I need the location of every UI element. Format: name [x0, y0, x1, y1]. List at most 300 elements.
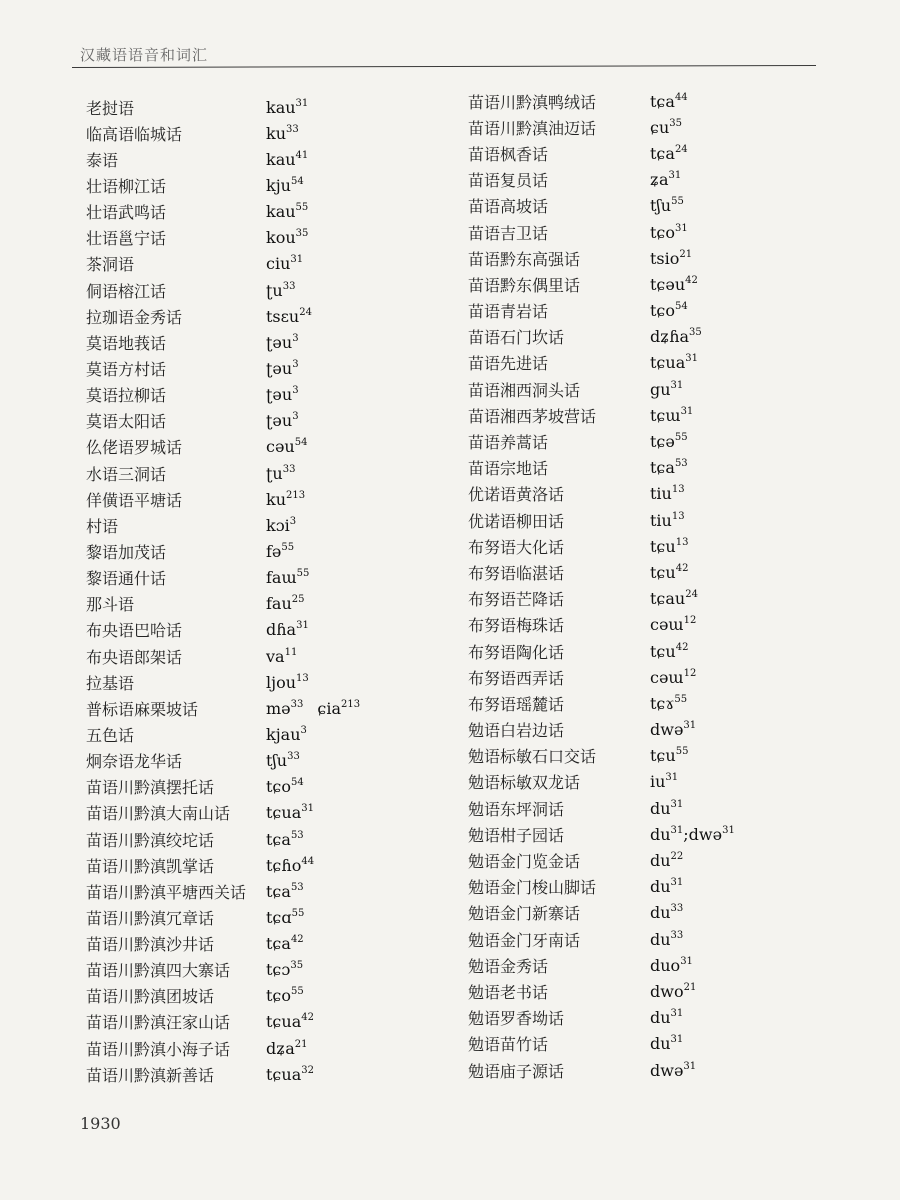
entry-row: [468, 219, 735, 245]
phonetic-form: [650, 563, 688, 582]
tone-number: 22: [670, 851, 684, 863]
form-text: ʈəu: [266, 358, 293, 378]
phonetic-form: [266, 1039, 307, 1058]
dialect-name: 苗语高坡话: [468, 197, 549, 217]
form-text: dɦa: [266, 620, 297, 640]
left-column: [86, 94, 360, 1087]
header-rule: [72, 65, 816, 68]
phonetic-form: [266, 673, 309, 692]
dialect-name: 苗语川黔滇冗章话: [86, 908, 215, 928]
tone-number: 35: [295, 228, 309, 240]
phonetic-form: [266, 542, 294, 561]
tone-number: 44: [301, 855, 315, 867]
entry-row: [468, 1005, 735, 1031]
entry-row: [468, 455, 735, 481]
tone-number: 31: [683, 1060, 697, 1072]
dialect-name: 勉语标敏石口交话: [468, 747, 597, 767]
dialect-name: 苗语宗地话: [468, 459, 549, 479]
entry-row: [468, 874, 735, 900]
phonetic-form: [266, 725, 307, 744]
form-text: gu: [650, 379, 671, 399]
form-text-alt: ;dwə: [683, 824, 723, 844]
dialect-name: 拉基语: [86, 673, 135, 693]
phonetic-form: [650, 380, 683, 399]
form-text: iu: [650, 772, 666, 792]
form-text: tʃu: [266, 751, 288, 771]
phonetic-form: [650, 432, 688, 451]
form-text: du: [650, 798, 671, 818]
entry-row: [468, 612, 735, 638]
dialect-name: 侗语榕江话: [86, 281, 167, 301]
dialect-name: 苗语枫香话: [468, 144, 549, 164]
dialect-name: 莫语地莪话: [86, 333, 167, 353]
entry-row: [468, 743, 735, 769]
phonetic-form: [266, 490, 305, 509]
tone-number: 54: [294, 437, 308, 449]
phonetic-form: [266, 830, 304, 849]
dialect-name: 勉语苗竹话: [468, 1035, 549, 1055]
phonetic-form: [650, 196, 684, 215]
phonetic-form: [266, 908, 304, 927]
dialect-name: 村语: [86, 516, 119, 536]
phonetic-form: [266, 699, 360, 718]
dialect-name: 莫语太阳话: [86, 412, 167, 432]
entry-row: [86, 957, 360, 983]
dialect-name: 苗语川黔滇凯掌话: [86, 856, 215, 876]
dialect-name: 布努语瑶麓话: [468, 694, 565, 714]
form-text: ʈəu: [266, 411, 293, 431]
phonetic-form: [650, 668, 696, 687]
tone-number: 13: [675, 536, 689, 548]
form-text: cəɯ: [650, 667, 684, 687]
entry-row: [468, 376, 735, 402]
dialect-name: 勉语金门牙南话: [468, 930, 581, 950]
phonetic-form: [266, 202, 308, 221]
form-text: tɕɤ: [650, 693, 675, 713]
phonetic-form: [266, 934, 304, 953]
form-text: dʑa: [266, 1038, 295, 1058]
dialect-name: 炯奈语龙华话: [86, 752, 183, 772]
entry-row: [468, 926, 735, 952]
tone-number: 3: [300, 724, 307, 736]
form-text: du: [650, 824, 671, 844]
phonetic-form: [650, 642, 688, 661]
entry-row: [86, 172, 360, 198]
form-text: faɯ: [266, 568, 297, 588]
entry-row: [86, 669, 360, 695]
form-text: du: [650, 851, 671, 871]
dialect-name: 勉语柑子园话: [468, 825, 565, 845]
tone-number: 31: [680, 405, 694, 417]
form-text: ʑa: [650, 170, 669, 190]
right-column: [468, 88, 735, 1083]
phonetic-form: [266, 856, 314, 875]
form-text: dwə: [650, 1060, 684, 1080]
entry-row: [86, 748, 360, 774]
tone-number: 32: [301, 1064, 314, 1076]
form-text: ɕu: [650, 117, 670, 137]
phonetic-form: [650, 511, 685, 530]
form-text: tɕɦo: [266, 855, 302, 875]
form-text-alt: ɕia: [317, 698, 341, 718]
phonetic-form: [650, 956, 693, 975]
phonetic-form: [650, 589, 698, 608]
tone-number: 53: [674, 458, 688, 470]
dialect-name: 苗语石门坎话: [468, 328, 565, 348]
form-text: du: [650, 1008, 671, 1028]
phonetic-form: [650, 406, 693, 425]
entry-row: [86, 225, 360, 251]
tone-number: 55: [674, 432, 688, 444]
entry-row: [468, 245, 735, 271]
phonetic-form: [266, 437, 307, 456]
tone-number: 55: [281, 541, 295, 553]
phonetic-form: [266, 150, 308, 169]
tone-number: 42: [290, 934, 304, 946]
tone-number: 53: [290, 829, 304, 841]
dialect-name: 莫语拉柳话: [86, 386, 167, 406]
entry-row: [86, 408, 360, 434]
entry-row: [86, 591, 360, 617]
entry-row: [86, 565, 360, 591]
dialect-name: 莫语方村话: [86, 359, 167, 379]
phonetic-form: [266, 516, 296, 535]
entry-row: [86, 303, 360, 329]
phonetic-form: [650, 772, 678, 791]
phonetic-form: [650, 799, 683, 818]
form-text: ʈəu: [266, 385, 293, 405]
phonetic-form: [650, 1034, 683, 1053]
entry-row: [468, 638, 735, 664]
entry-row: [468, 1031, 735, 1057]
form-text: tɕa: [266, 934, 291, 954]
entry-row: [468, 350, 735, 376]
entry-row: [86, 460, 360, 486]
entry-row: [468, 847, 735, 873]
tone-number: 33: [287, 751, 300, 763]
entry-row: [86, 94, 360, 120]
phonetic-form: [266, 986, 304, 1005]
entry-row: [468, 298, 735, 324]
dialect-name: 仫佬语罗城话: [86, 438, 183, 458]
tone-number: 3: [292, 358, 299, 370]
tone-number: 53: [290, 881, 304, 893]
phonetic-form: [266, 777, 304, 796]
entry-row: [468, 193, 735, 219]
form-text: tɕo: [650, 222, 676, 242]
tone-number: 41: [295, 149, 309, 161]
dialect-name: 苗语川黔滇油迈话: [468, 118, 597, 138]
form-text: fə: [266, 541, 282, 561]
tone-number: 55: [291, 986, 304, 998]
entry-row: [86, 931, 360, 957]
form-text: kau: [266, 97, 296, 117]
entry-row: [86, 774, 360, 800]
phonetic-form: [266, 98, 308, 117]
entry-row: [468, 559, 735, 585]
dialect-name: 老挝语: [86, 98, 135, 118]
tone-number: 31: [665, 772, 679, 784]
tone-number: 31: [290, 254, 304, 266]
entry-row: [86, 329, 360, 355]
entry-row: [86, 721, 360, 747]
form-text: dwo: [650, 981, 684, 1001]
phonetic-form: [650, 223, 688, 242]
tone-number: 24: [299, 306, 312, 318]
dialect-name: 普标语麻栗坡话: [86, 699, 199, 719]
form-text: tɕo: [266, 986, 292, 1006]
entry-row: [468, 664, 735, 690]
page-number: 1930: [80, 1114, 121, 1133]
tone-number: 31: [296, 620, 309, 632]
entry-row: [468, 978, 735, 1004]
dialect-name: 布努语芒降话: [468, 590, 565, 610]
entry-row: [468, 1057, 735, 1083]
tone-number: 12: [683, 615, 697, 627]
entry-row: [468, 428, 735, 454]
tone-number: 44: [674, 91, 688, 103]
dialect-name: 拉珈语金秀话: [86, 307, 183, 327]
form-text: ku: [266, 123, 286, 143]
dialect-name: 优诺语黄洛话: [468, 485, 565, 505]
phonetic-form: [266, 620, 309, 639]
tone-number: 33: [670, 903, 684, 915]
entry-row: [468, 324, 735, 350]
form-text: tɕua: [266, 1012, 302, 1032]
form-text: tiu: [650, 510, 672, 530]
tone-number: 213: [286, 489, 306, 501]
dialect-name: 苗语复员话: [468, 171, 549, 191]
tone-number: 55: [675, 746, 689, 758]
tone-number: 35: [290, 960, 304, 972]
dialect-name: 水语三洞话: [86, 464, 167, 484]
tone-number: 13: [671, 510, 685, 522]
form-text: du: [650, 903, 671, 923]
entry-row: [468, 952, 735, 978]
form-text: fau: [266, 594, 292, 614]
dialect-name: 佯僙语平塘话: [86, 490, 183, 510]
form-text: tɕua: [650, 353, 686, 373]
dialect-name: 勉语罗香坳话: [468, 1009, 565, 1029]
tone-number: 31: [675, 222, 688, 234]
entry-row: [468, 821, 735, 847]
dialect-name: 苗语川黔滇大南山话: [86, 804, 231, 824]
tone-number: 21: [679, 248, 693, 260]
entry-row: [86, 800, 360, 826]
dialect-name: 苗语川黔滇摆托话: [86, 778, 215, 798]
form-text: tɕu: [650, 746, 676, 766]
phonetic-form: [650, 144, 688, 163]
tone-number: 31: [670, 877, 684, 889]
dialect-name: 勉语金门览金话: [468, 852, 581, 872]
dialect-name: 苗语川黔滇汪家山话: [86, 1013, 231, 1033]
form-text: tɕu: [650, 641, 676, 661]
form-text: tɕəu: [650, 274, 686, 294]
dialect-name: 勉语庙子源话: [468, 1061, 565, 1081]
tone-number: 33: [286, 123, 299, 135]
entry-row: [86, 512, 360, 538]
phonetic-form: [650, 825, 735, 844]
entry-row: [86, 1061, 360, 1087]
phonetic-form: [266, 647, 297, 666]
phonetic-form: [650, 903, 683, 922]
entry-row: [86, 251, 360, 277]
entry-row: [86, 983, 360, 1009]
phonetic-form: [650, 694, 687, 713]
entry-row: [468, 140, 735, 166]
phonetic-form: [266, 176, 304, 195]
form-text: tsio: [650, 248, 680, 268]
phonetic-form: [266, 960, 303, 979]
entry-row: [86, 904, 360, 930]
form-text: mə: [266, 698, 291, 718]
entry-row: [86, 1009, 360, 1035]
dialect-name: 布努语临湛话: [468, 563, 565, 583]
entry-row: [468, 900, 735, 926]
dialect-name: 勉语金门新寨话: [468, 904, 581, 924]
phonetic-form: [266, 594, 305, 613]
dialect-name: 苗语养蒿话: [468, 433, 549, 453]
form-text: tɕa: [266, 829, 291, 849]
tone-number: 54: [291, 777, 304, 789]
phonetic-form: [266, 803, 314, 822]
tone-number-alt: 213: [341, 698, 361, 710]
tone-number: 42: [675, 562, 689, 574]
tone-number: 42: [685, 274, 698, 286]
tone-number: 33: [670, 929, 684, 941]
phonetic-form: [650, 301, 688, 320]
form-text: ʈu: [266, 280, 283, 300]
tone-number: 54: [290, 175, 304, 187]
dialect-name: 苗语川黔滇沙井话: [86, 935, 215, 955]
phonetic-form: [650, 877, 683, 896]
form-text: tɕua: [266, 803, 302, 823]
dialect-name: 五色话: [86, 725, 135, 745]
dialect-name: 苗语吉卫话: [468, 223, 549, 243]
form-text: tɕa: [650, 91, 675, 111]
entry-row: [468, 795, 735, 821]
dialect-name: 布努语陶化话: [468, 642, 565, 662]
tone-number: 55: [291, 907, 305, 919]
dialect-name: 壮语邕宁话: [86, 229, 167, 249]
phonetic-form: [650, 930, 683, 949]
tone-number: 31: [670, 1034, 684, 1046]
tone-number: 24: [685, 589, 698, 601]
form-text: cəɯ: [650, 615, 684, 635]
form-text: dʑɦa: [650, 327, 690, 347]
dialect-name: 苗语川黔滇小海子话: [86, 1039, 231, 1059]
dialect-name: 壮语柳江话: [86, 176, 167, 196]
form-text: tsɛu: [266, 306, 300, 326]
tone-number: 31: [301, 803, 314, 815]
dialect-name: 布努语梅珠话: [468, 616, 565, 636]
entry-row: [86, 382, 360, 408]
phonetic-form: [650, 170, 681, 189]
dialect-name: 布努语大化话: [468, 537, 565, 557]
tone-number: 3: [292, 332, 299, 344]
form-text: cəu: [266, 437, 295, 457]
running-title: 汉藏语语音和词汇: [80, 46, 209, 64]
phonetic-form: [266, 1065, 314, 1084]
dialect-name: 苗语川黔滇平塘西关话: [86, 882, 247, 902]
tone-number-alt: 31: [722, 824, 735, 836]
phonetic-form: [266, 124, 299, 143]
form-text: tɕua: [266, 1064, 302, 1084]
dialect-name: 勉语金门梭山脚话: [468, 878, 597, 898]
entry-row: [468, 507, 735, 533]
form-text: kju: [266, 175, 291, 195]
tone-number: 13: [671, 484, 685, 496]
tone-number: 33: [282, 280, 296, 292]
form-text: tɕa: [650, 143, 675, 163]
entry-row: [468, 717, 735, 743]
form-text: tɕɑ: [266, 907, 292, 927]
entry-row: [468, 586, 735, 612]
phonetic-form: [266, 307, 312, 326]
form-text: dwə: [650, 720, 684, 740]
dialect-name: 布努语西弄话: [468, 668, 565, 688]
form-text: tɕu: [650, 562, 676, 582]
form-text: ʈəu: [266, 332, 293, 352]
phonetic-form: [266, 882, 304, 901]
form-text: kjau: [266, 724, 301, 744]
tone-number: 31: [295, 97, 309, 109]
entry-row: [86, 434, 360, 460]
dialect-name: 苗语川黔滇四大寨话: [86, 961, 231, 981]
phonetic-form: [650, 458, 688, 477]
form-text: du: [650, 877, 671, 897]
form-text: du: [650, 929, 671, 949]
dialect-name: 壮语武鸣话: [86, 203, 167, 223]
tone-number: 33: [290, 698, 304, 710]
dialect-name: 苗语川黔滇鸭绒话: [468, 92, 597, 112]
entry-row: [86, 695, 360, 721]
entry-row: [86, 120, 360, 146]
dialect-name: 黎语通什话: [86, 569, 167, 589]
entry-row: [86, 277, 360, 303]
form-text: duo: [650, 955, 681, 975]
entry-row: [86, 199, 360, 225]
phonetic-form: [266, 281, 295, 300]
tone-number: 31: [685, 353, 698, 365]
entry-row: [86, 1035, 360, 1061]
phonetic-form: [266, 411, 299, 430]
dialect-name: 优诺语柳田话: [468, 511, 565, 531]
tone-number: 24: [674, 143, 688, 155]
tone-number: 35: [669, 117, 682, 129]
form-text: tɕo: [266, 777, 292, 797]
form-text: va: [266, 646, 285, 666]
form-text: tɕau: [650, 589, 686, 609]
phonetic-form: [650, 982, 696, 1001]
form-text: tɕə: [650, 432, 675, 452]
entry-row: [468, 690, 735, 716]
tone-number: 31: [670, 824, 684, 836]
tone-number: 42: [301, 1012, 314, 1024]
dialect-name: 苗语青岩话: [468, 302, 549, 322]
form-text: ʈu: [266, 463, 283, 483]
tone-number: 3: [292, 411, 299, 423]
form-text: ku: [266, 489, 286, 509]
dialect-name: 黎语加茂话: [86, 542, 167, 562]
dialect-name: 勉语白岩边话: [468, 721, 565, 741]
entry-row: [468, 769, 735, 795]
tone-number: 42: [675, 641, 689, 653]
phonetic-form: [650, 484, 685, 503]
form-text: kau: [266, 202, 296, 222]
entry-row: [86, 852, 360, 878]
dialect-name: 临高语临城话: [86, 124, 183, 144]
